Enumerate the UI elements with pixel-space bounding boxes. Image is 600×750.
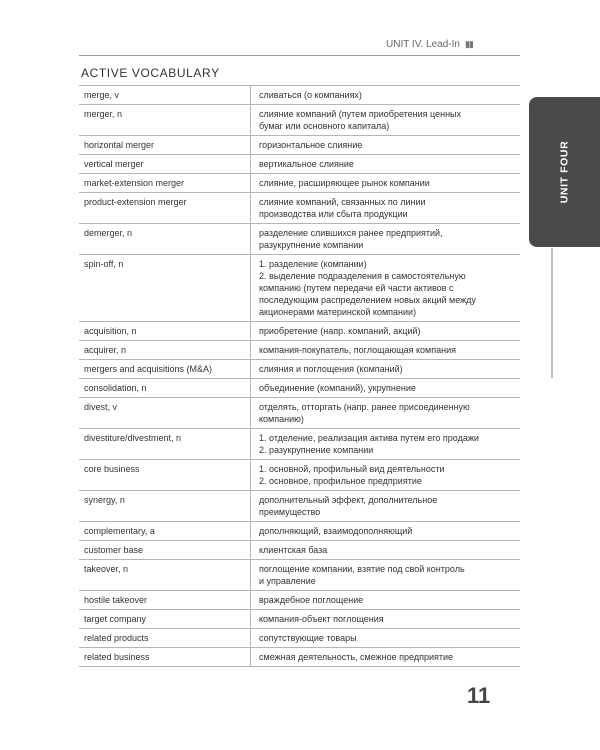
vocab-translation: слияние компаний (путем приобретения ценных бумаг или основного капитала) bbox=[251, 105, 521, 136]
table-row bbox=[79, 610, 520, 629]
vocab-term: acquisition, n bbox=[79, 322, 251, 341]
vocab-term: acquirer, n bbox=[79, 341, 251, 360]
vocab-term: customer base bbox=[79, 541, 251, 560]
vocab-term: related products bbox=[79, 629, 251, 648]
vocab-translation: дополняющий, взаимодополняющий bbox=[251, 522, 521, 541]
table-row bbox=[79, 429, 520, 460]
vocab-term: market-extension merger bbox=[79, 174, 251, 193]
vocab-translation: слияние компаний, связанных по линии производства или сбыта продукции bbox=[251, 193, 521, 224]
vocab-translation: приобретение (напр. компаний, акций) bbox=[251, 322, 521, 341]
vocab-translation: вертикальное слияние bbox=[251, 155, 521, 174]
vocab-term: merger, n bbox=[79, 105, 251, 136]
vocab-translation: поглощение компании, взятие под свой контроль и управление bbox=[251, 560, 521, 591]
vocab-term: divest, v bbox=[79, 398, 251, 429]
vocab-term: synergy, n bbox=[79, 491, 251, 522]
table-row bbox=[79, 460, 520, 491]
table-row bbox=[79, 522, 520, 541]
vocab-term: core business bbox=[79, 460, 251, 491]
table-row bbox=[79, 136, 520, 155]
vocab-term: hostile takeover bbox=[79, 591, 251, 610]
table-row bbox=[79, 193, 520, 224]
table-row bbox=[79, 360, 520, 379]
vocab-translation: объединение (компаний), укрупнение bbox=[251, 379, 521, 398]
vocab-translation: клиентская база bbox=[251, 541, 521, 560]
vocab-term: vertical merger bbox=[79, 155, 251, 174]
section-title: ACTIVE VOCABULARY bbox=[81, 66, 220, 80]
vocab-translation: 1. отделение, реализация актива путем его продажи 2. разукрупнение компании bbox=[251, 429, 521, 460]
vocab-translation: слияния и поглощения (компаний) bbox=[251, 360, 521, 379]
vocab-term: consolidation, n bbox=[79, 379, 251, 398]
table-row bbox=[79, 491, 520, 522]
table-row bbox=[79, 591, 520, 610]
vocab-term: takeover, n bbox=[79, 560, 251, 591]
table-row bbox=[79, 341, 520, 360]
side-divider bbox=[551, 248, 553, 378]
vocab-term: horizontal merger bbox=[79, 136, 251, 155]
table-row bbox=[79, 379, 520, 398]
vocab-translation: отделять, отторгать (напр. ранее присоединенную компанию) bbox=[251, 398, 521, 429]
vocab-term: complementary, a bbox=[79, 522, 251, 541]
table-row bbox=[79, 648, 520, 667]
vocab-term: related business bbox=[79, 648, 251, 667]
table-row bbox=[79, 86, 520, 105]
table-row bbox=[79, 629, 520, 648]
vocab-term: target company bbox=[79, 610, 251, 629]
table-row bbox=[79, 322, 520, 341]
vocab-translation: 1. основной, профильный вид деятельности 2. основное, профильное предприятие bbox=[251, 460, 521, 491]
running-header bbox=[386, 39, 520, 50]
vocab-translation: сопутствующие товары bbox=[251, 629, 521, 648]
running-title: UNIT IV. Lead-In bbox=[386, 39, 460, 50]
vocab-translation: сливаться (о компаниях) bbox=[251, 86, 521, 105]
vocab-term: mergers and acquisitions (M&A) bbox=[79, 360, 251, 379]
table-row bbox=[79, 255, 520, 322]
table-row bbox=[79, 105, 520, 136]
table-row bbox=[79, 398, 520, 429]
vocab-translation: горизонтальное слияние bbox=[251, 136, 521, 155]
vocab-translation: компания-покупатель, поглощающая компания bbox=[251, 341, 521, 360]
unit-side-tab bbox=[529, 97, 600, 247]
table-row bbox=[79, 560, 520, 591]
page-number: 11 bbox=[467, 683, 491, 708]
table-row bbox=[79, 155, 520, 174]
table-row bbox=[79, 541, 520, 560]
vocab-term: demerger, n bbox=[79, 224, 251, 255]
table-row bbox=[79, 174, 520, 193]
vocab-translation: слияние, расширяющее рынок компании bbox=[251, 174, 521, 193]
vocab-term: spin-off, n bbox=[79, 255, 251, 322]
vocab-translation: компания-объект поглощения bbox=[251, 610, 521, 629]
double-bar-icon: ▮▮ bbox=[464, 39, 473, 49]
header-divider bbox=[79, 55, 520, 56]
vocab-translation: разделение слившихся ранее предприятий, разукрупнение компании bbox=[251, 224, 521, 255]
table-row bbox=[79, 224, 520, 255]
vocab-translation: дополнительный эффект, дополнительное преимущество bbox=[251, 491, 521, 522]
vocab-term: divestiture/divestment, n bbox=[79, 429, 251, 460]
vocab-term: merge, v bbox=[79, 86, 251, 105]
vocab-term: product-extension merger bbox=[79, 193, 251, 224]
vocab-translation: враждебное поглощение bbox=[251, 591, 521, 610]
vocab-translation: смежная деятельность, смежное предприятие bbox=[251, 648, 521, 667]
side-tab-label: UNIT FOUR bbox=[558, 140, 571, 204]
vocabulary-table bbox=[79, 85, 520, 667]
vocab-translation: 1. разделение (компании) 2. выделение подразделения в самостоятельную компанию (путем передачи ей части активов с последующим распределением новых акций между акционерами материнской компании) bbox=[251, 255, 521, 322]
